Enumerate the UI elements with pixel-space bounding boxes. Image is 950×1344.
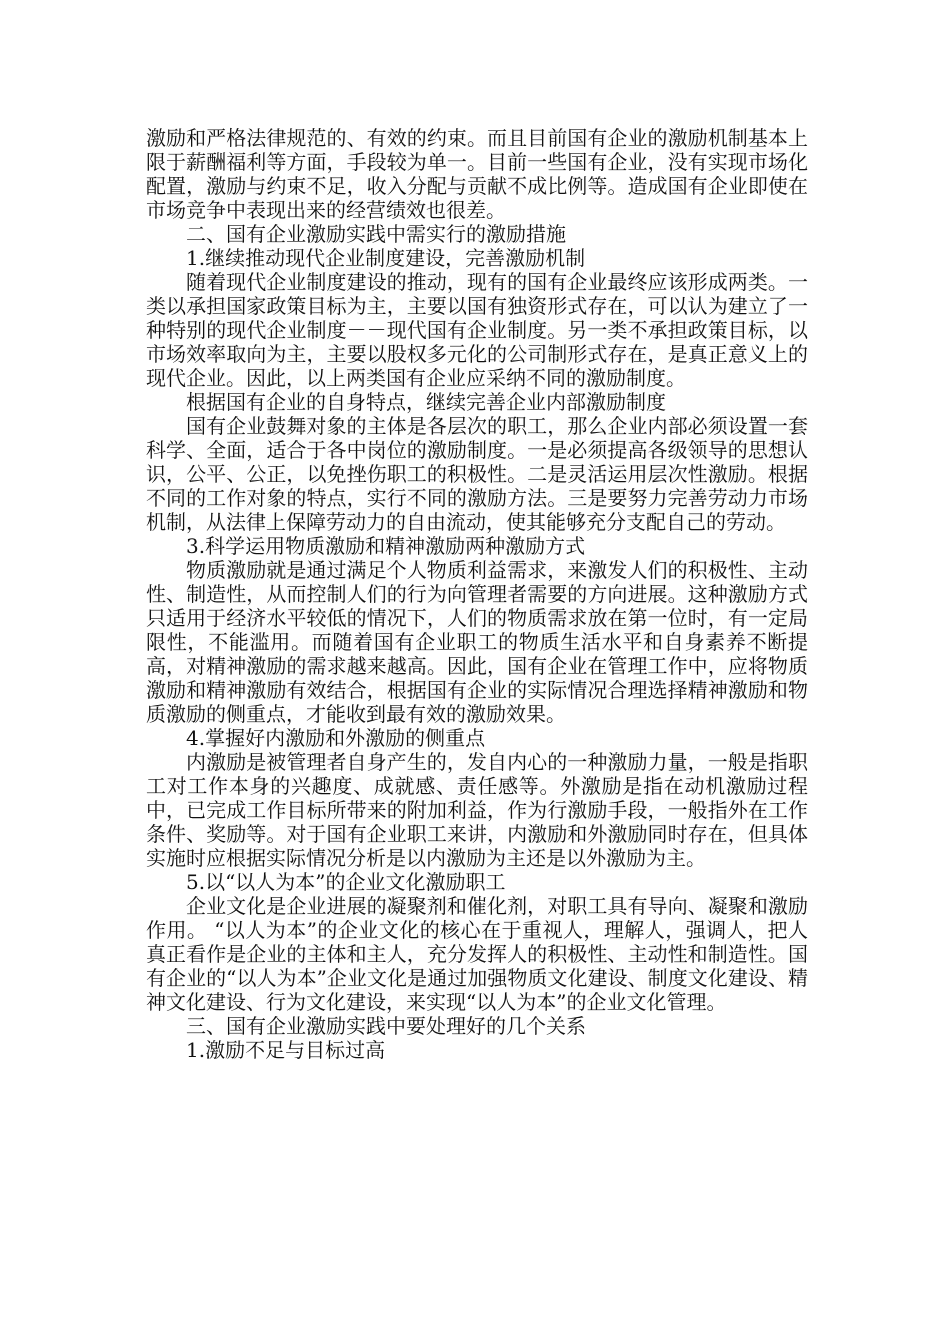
paragraph: 内激励是被管理者自身产生的，发自内心的一种激励力量，一般是指职工对工作本身的兴趣度、成就感、责任感等。外激励是指在动机激励过程中，已完成工作目标所带来的附加利益，作为行激励手段，一般指外在工作条件、奖励等。对于国有企业职工来讲，内激励和外激励同时存在，但具体实施时应根据实际情况分析是以内激励为主还是以外激励为主。 <box>146 750 808 870</box>
subheading-2-1: 1.继续推动现代企业制度建设，完善激励机制 <box>186 246 586 270</box>
paragraph: 物质激励就是通过满足个人物质利益需求，来激发人们的积极性、主动性、制造性，从而控制人们的行为向管理者需要的方向进展。这种激励方式只适用于经济水平较低的情况下，人们的物质需求放在第一位时，有一定局限性，不能滥用。而随着国有企业职工的物质生活水平和自身素养不断提高，对精神激励的需求越来越高。因此，国有企业在管理工作中，应将物质激励和精神激励有效结合，根据国有企业的实际情况合理选择精神激励和物质激励的侧重点，才能收到最有效的激励效果。 <box>146 558 808 726</box>
subheading-2-2: 根据国有企业的自身特点，继续完善企业内部激励制度 <box>186 390 666 414</box>
document-body <box>146 126 808 1062</box>
paragraph-continuation: 激励和严格法律规范的、有效的约束。而且目前国有企业的激励机制基本上限于薪酬福利等方面，手段较为单一。目前一些国有企业，没有实现市场化配置，激励与约束不足，收入分配与贡献不成比例等。造成国有企业即使在市场竞争中表现出来的经营绩效也很差。 <box>146 126 808 222</box>
section-heading-3: 三、国有企业激励实践中要处理好的几个关系 <box>186 1014 586 1038</box>
section-heading-2: 二、国有企业激励实践中需实行的激励措施 <box>186 222 566 246</box>
paragraph: 企业文化是企业进展的凝聚剂和催化剂，对职工具有导向、凝聚和激励作用。 “以人为本”的企业文化的核心在于重视人，理解人，强调人，把人真正看作是企业的主体和主人，充分发挥人的积极性、主动性和制造性。国有企业的“以人为本”企业文化是通过加强物质文化建设、制度文化建设、精神文化建设、行为文化建设，来实现“以人为本”的企业文化管理。 <box>146 894 808 1014</box>
subheading-3-1: 1.激励不足与目标过高 <box>186 1038 386 1062</box>
paragraph: 国有企业鼓舞对象的主体是各层次的职工，那么企业内部必须设置一套科学、全面，适合于各中岗位的激励制度。一是必须提高各级领导的思想认识，公平、公正，以免挫伤职工的积极性。二是灵活运用层次性激励。根据不同的工作对象的特点，实行不同的激励方法。三是要努力完善劳动力市场机制，从法律上保障劳动力的自由流动，使其能够充分支配自己的劳动。 <box>146 414 808 534</box>
subheading-2-3: 3.科学运用物质激励和精神激励两种激励方式 <box>186 534 586 558</box>
paragraph: 随着现代企业制度建设的推动，现有的国有企业最终应该形成两类。一类以承担国家政策目标为主，主要以国有独资形式存在，可以认为建立了一种特别的现代企业制度－－现代国有企业制度。另一类不承担政策目标，以市场效率取向为主，主要以股权多元化的公司制形式存在，是真正意义上的现代企业。因此，以上两类国有企业应采纳不同的激励制度。 <box>146 270 808 390</box>
subheading-2-5: 5.以“以人为本”的企业文化激励职工 <box>186 870 506 894</box>
subheading-2-4: 4.掌握好内激励和外激励的侧重点 <box>186 726 486 750</box>
